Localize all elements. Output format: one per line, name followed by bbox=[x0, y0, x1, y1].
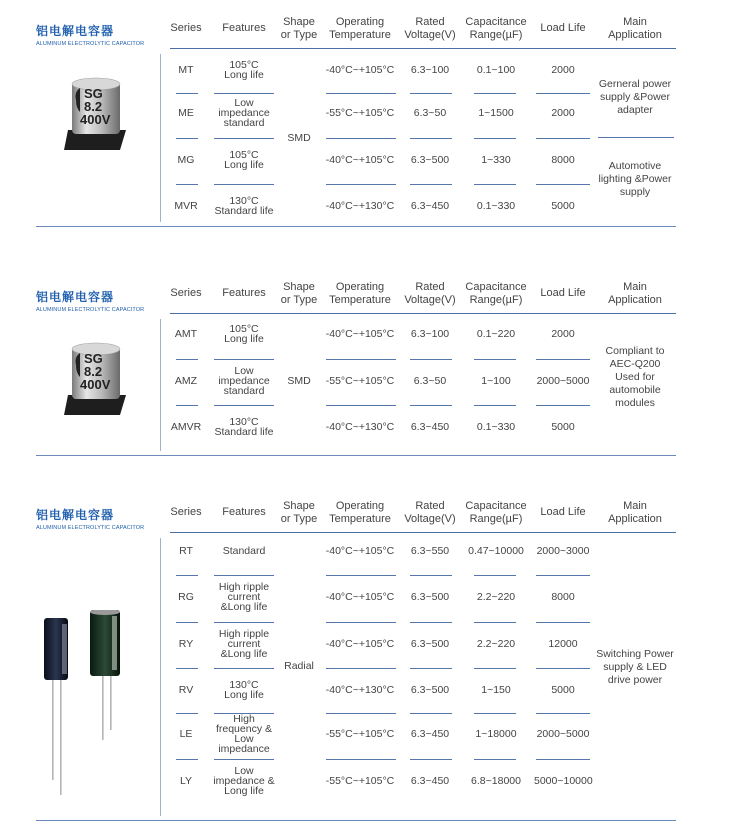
cell-voltage: 6.3~450 bbox=[410, 775, 450, 787]
cell-series: AMT bbox=[174, 328, 198, 340]
cell-voltage: 6.3~500 bbox=[410, 591, 450, 603]
section-bottom-rule bbox=[36, 455, 676, 456]
cell-voltage: 6.3~50 bbox=[413, 107, 447, 119]
row-separator bbox=[176, 713, 198, 714]
cell-temp: -40°C~+130°C bbox=[325, 684, 395, 696]
column-header-capacitance: Capacitance Range(µF) bbox=[465, 500, 527, 525]
row-separator bbox=[326, 575, 396, 576]
row-separator bbox=[326, 668, 396, 669]
column-header-life: Load Life bbox=[540, 287, 586, 299]
row-separator bbox=[214, 575, 274, 576]
cell-shape: SMD bbox=[287, 375, 311, 387]
cell-application: Compliant to AEC-Q200 Used for automobile modules bbox=[605, 344, 665, 409]
column-header-application: Main Application bbox=[608, 281, 662, 306]
cell-temp: -55°C~+105°C bbox=[325, 375, 395, 387]
cell-voltage: 6.3~500 bbox=[410, 684, 450, 696]
radial-capacitor-image bbox=[38, 610, 138, 800]
column-header-series: Series bbox=[170, 506, 202, 518]
cell-series: RG bbox=[178, 591, 194, 603]
table-left-border bbox=[160, 319, 161, 451]
brand-title-cn: 铝电解电容器 bbox=[36, 508, 115, 522]
cell-cap: 1~100 bbox=[481, 375, 511, 387]
row-separator bbox=[410, 184, 452, 185]
capacitor-marking: 400V bbox=[80, 377, 111, 392]
cell-series: AMVR bbox=[170, 421, 202, 433]
cell-life: 2000~5000 bbox=[536, 375, 590, 387]
cell-features: Low impedance & Long life bbox=[213, 765, 275, 797]
column-header-voltage: Rated Voltage(V) bbox=[404, 281, 456, 306]
column-header-shape: Shape or Type bbox=[280, 16, 318, 41]
cell-features: 130°C Long life bbox=[224, 679, 264, 701]
column-header-capacitance: Capacitance Range(µF) bbox=[465, 16, 527, 41]
row-separator bbox=[536, 93, 590, 94]
cell-series: MT bbox=[178, 64, 194, 76]
cell-life: 2000~3000 bbox=[536, 545, 590, 557]
cell-cap: 1~1500 bbox=[478, 107, 514, 119]
row-separator bbox=[410, 713, 452, 714]
row-separator bbox=[474, 622, 516, 623]
column-header-features: Features bbox=[222, 506, 266, 518]
row-separator bbox=[474, 575, 516, 576]
cell-voltage: 6.3~50 bbox=[413, 375, 447, 387]
row-separator bbox=[474, 405, 516, 406]
section-bottom-rule bbox=[36, 820, 676, 821]
row-separator bbox=[214, 138, 274, 139]
cell-life: 12000 bbox=[548, 638, 578, 650]
row-separator bbox=[176, 405, 198, 406]
capacitor-marking: SG bbox=[84, 86, 103, 101]
capacitor-marking: 400V bbox=[80, 112, 111, 127]
row-separator bbox=[214, 622, 274, 623]
cell-features: High ripple current &Long life bbox=[218, 628, 270, 660]
application-separator bbox=[598, 137, 674, 138]
cell-cap: 2.2~220 bbox=[476, 591, 516, 603]
row-separator bbox=[326, 93, 396, 94]
cell-cap: 1~18000 bbox=[475, 728, 517, 740]
header-rule bbox=[170, 48, 676, 49]
row-separator bbox=[326, 184, 396, 185]
cell-life: 2000~5000 bbox=[536, 728, 590, 740]
column-header-temp: Operating Temperature bbox=[329, 16, 391, 41]
cell-application: Gerneral power supply &Power adapter bbox=[598, 77, 672, 116]
column-header-application: Main Application bbox=[608, 16, 662, 41]
cell-series: MVR bbox=[174, 200, 198, 212]
cell-features: Low impedance standard bbox=[218, 365, 270, 397]
cell-cap: 2.2~220 bbox=[476, 638, 516, 650]
column-header-temp: Operating Temperature bbox=[329, 281, 391, 306]
row-separator bbox=[410, 668, 452, 669]
row-separator bbox=[326, 359, 396, 360]
row-separator bbox=[176, 622, 198, 623]
row-separator bbox=[410, 622, 452, 623]
brand-title-en: ALUMINUM ELECTROLYTIC CAPACITOR bbox=[36, 307, 145, 313]
brand-title-en: ALUMINUM ELECTROLYTIC CAPACITOR bbox=[36, 41, 145, 47]
cell-series: LE bbox=[179, 728, 193, 740]
capacitor-marking: 8.2 bbox=[84, 364, 103, 379]
row-separator bbox=[410, 359, 452, 360]
row-separator bbox=[536, 184, 590, 185]
cell-cap: 1~330 bbox=[481, 154, 511, 166]
cell-cap: 6.8~18000 bbox=[471, 775, 521, 787]
cell-temp: -55°C~+105°C bbox=[325, 728, 395, 740]
row-separator bbox=[176, 359, 198, 360]
cell-series: RT bbox=[179, 545, 193, 557]
cell-life: 8000 bbox=[551, 591, 575, 603]
brand-block bbox=[36, 22, 144, 47]
row-separator bbox=[474, 359, 516, 360]
row-separator bbox=[214, 93, 274, 94]
cell-series: RY bbox=[178, 638, 194, 650]
cell-life: 2000 bbox=[551, 64, 575, 76]
capacitor-marking: 8.2 bbox=[84, 99, 103, 114]
row-separator bbox=[410, 759, 452, 760]
capacitor-marking: SG bbox=[84, 351, 103, 366]
row-separator bbox=[536, 359, 590, 360]
header-rule bbox=[170, 532, 676, 533]
cell-features: High frequency & Low impedance bbox=[215, 713, 273, 755]
cell-temp: -55°C~+105°C bbox=[325, 775, 395, 787]
row-separator bbox=[536, 138, 590, 139]
cell-features: 105°C Long life bbox=[224, 59, 264, 81]
column-header-capacitance: Capacitance Range(µF) bbox=[465, 281, 527, 306]
row-separator bbox=[474, 713, 516, 714]
row-separator bbox=[176, 668, 198, 669]
row-separator bbox=[474, 759, 516, 760]
cell-cap: 0.47~10000 bbox=[468, 545, 524, 557]
cell-series: RV bbox=[178, 684, 194, 696]
cell-application: Automotive lighting &Power supply bbox=[598, 159, 672, 198]
row-separator bbox=[326, 405, 396, 406]
cell-features: Standard bbox=[222, 545, 266, 557]
row-separator bbox=[410, 93, 452, 94]
cell-voltage: 6.3~100 bbox=[410, 64, 450, 76]
cell-series: LY bbox=[179, 775, 193, 787]
cell-features: 130°C Standard life bbox=[214, 416, 274, 438]
row-separator bbox=[536, 622, 590, 623]
cell-voltage: 6.3~100 bbox=[410, 328, 450, 340]
row-separator bbox=[410, 138, 452, 139]
cell-series: AMZ bbox=[174, 375, 198, 387]
cell-features: High ripple current &Long life bbox=[218, 581, 270, 613]
cell-life: 2000 bbox=[551, 107, 575, 119]
cell-temp: -40°C~+130°C bbox=[325, 421, 395, 433]
row-separator bbox=[176, 759, 198, 760]
row-separator bbox=[214, 359, 274, 360]
row-separator bbox=[474, 668, 516, 669]
cell-life: 5000~10000 bbox=[534, 775, 593, 787]
row-separator bbox=[410, 405, 452, 406]
cell-series: MG bbox=[177, 154, 195, 166]
cell-cap: 0.1~330 bbox=[476, 200, 516, 212]
column-header-series: Series bbox=[170, 287, 202, 299]
cell-voltage: 6.3~450 bbox=[410, 200, 450, 212]
brand-title-cn: 铝电解电容器 bbox=[36, 290, 115, 304]
column-header-series: Series bbox=[170, 22, 202, 34]
cell-temp: -40°C~+130°C bbox=[325, 200, 395, 212]
brand-block bbox=[36, 288, 144, 313]
cell-cap: 0.1~220 bbox=[476, 328, 516, 340]
column-header-temp: Operating Temperature bbox=[329, 500, 391, 525]
cell-series: ME bbox=[178, 107, 194, 119]
cell-life: 5000 bbox=[551, 684, 575, 696]
row-separator bbox=[176, 93, 198, 94]
row-separator bbox=[326, 622, 396, 623]
row-separator bbox=[176, 138, 198, 139]
cell-life: 5000 bbox=[551, 421, 575, 433]
row-separator bbox=[410, 575, 452, 576]
cell-temp: -40°C~+105°C bbox=[325, 638, 395, 650]
cell-temp: -40°C~+105°C bbox=[325, 545, 395, 557]
cell-voltage: 6.3~550 bbox=[410, 545, 450, 557]
table-left-border bbox=[160, 538, 161, 816]
brand-title-en: ALUMINUM ELECTROLYTIC CAPACITOR bbox=[36, 525, 145, 531]
cell-temp: -40°C~+105°C bbox=[325, 591, 395, 603]
row-separator bbox=[536, 759, 590, 760]
column-header-life: Load Life bbox=[540, 22, 586, 34]
row-separator bbox=[214, 668, 274, 669]
cell-shape: Radial bbox=[284, 660, 314, 672]
cell-voltage: 6.3~450 bbox=[410, 728, 450, 740]
header-rule bbox=[170, 313, 676, 314]
cell-life: 5000 bbox=[551, 200, 575, 212]
row-separator bbox=[536, 713, 590, 714]
column-header-features: Features bbox=[222, 22, 266, 34]
brand-block bbox=[36, 506, 144, 531]
row-separator bbox=[326, 713, 396, 714]
row-separator bbox=[214, 184, 274, 185]
smd-capacitor-image bbox=[62, 337, 132, 417]
row-separator bbox=[326, 138, 396, 139]
cell-temp: -40°C~+105°C bbox=[325, 64, 395, 76]
cell-shape: SMD bbox=[287, 132, 311, 144]
row-separator bbox=[326, 759, 396, 760]
smd-capacitor-image bbox=[62, 72, 132, 152]
column-header-application: Main Application bbox=[608, 500, 662, 525]
cell-application: Switching Power supply & LED drive power bbox=[596, 647, 674, 686]
cell-voltage: 6.3~500 bbox=[410, 638, 450, 650]
cell-temp: -40°C~+105°C bbox=[325, 154, 395, 166]
cell-life: 2000 bbox=[551, 328, 575, 340]
table-left-border bbox=[160, 54, 161, 222]
row-separator bbox=[214, 405, 274, 406]
row-separator bbox=[536, 575, 590, 576]
cell-life: 8000 bbox=[551, 154, 575, 166]
brand-title-cn: 铝电解电容器 bbox=[36, 24, 115, 38]
cell-features: Low impedance standard bbox=[218, 97, 270, 129]
row-separator bbox=[474, 138, 516, 139]
cell-temp: -55°C~+105°C bbox=[325, 107, 395, 119]
column-header-shape: Shape or Type bbox=[280, 281, 318, 306]
row-separator bbox=[536, 405, 590, 406]
cell-cap: 1~150 bbox=[481, 684, 511, 696]
column-header-voltage: Rated Voltage(V) bbox=[404, 500, 456, 525]
row-separator bbox=[176, 575, 198, 576]
cell-features: 105°C Long life bbox=[224, 149, 264, 171]
column-header-features: Features bbox=[222, 287, 266, 299]
row-separator bbox=[176, 184, 198, 185]
column-header-voltage: Rated Voltage(V) bbox=[404, 16, 456, 41]
column-header-shape: Shape or Type bbox=[280, 500, 318, 525]
row-separator bbox=[474, 184, 516, 185]
section-bottom-rule bbox=[36, 226, 676, 227]
cell-cap: 0.1~100 bbox=[476, 64, 516, 76]
cell-cap: 0.1~330 bbox=[476, 421, 516, 433]
cell-features: 105°C Long life bbox=[224, 323, 264, 345]
row-separator bbox=[214, 759, 274, 760]
cell-voltage: 6.3~500 bbox=[410, 154, 450, 166]
cell-voltage: 6.3~450 bbox=[410, 421, 450, 433]
row-separator bbox=[536, 668, 590, 669]
row-separator bbox=[474, 93, 516, 94]
cell-temp: -40°C~+105°C bbox=[325, 328, 395, 340]
column-header-life: Load Life bbox=[540, 506, 586, 518]
cell-features: 130°C Standard life bbox=[214, 195, 274, 217]
